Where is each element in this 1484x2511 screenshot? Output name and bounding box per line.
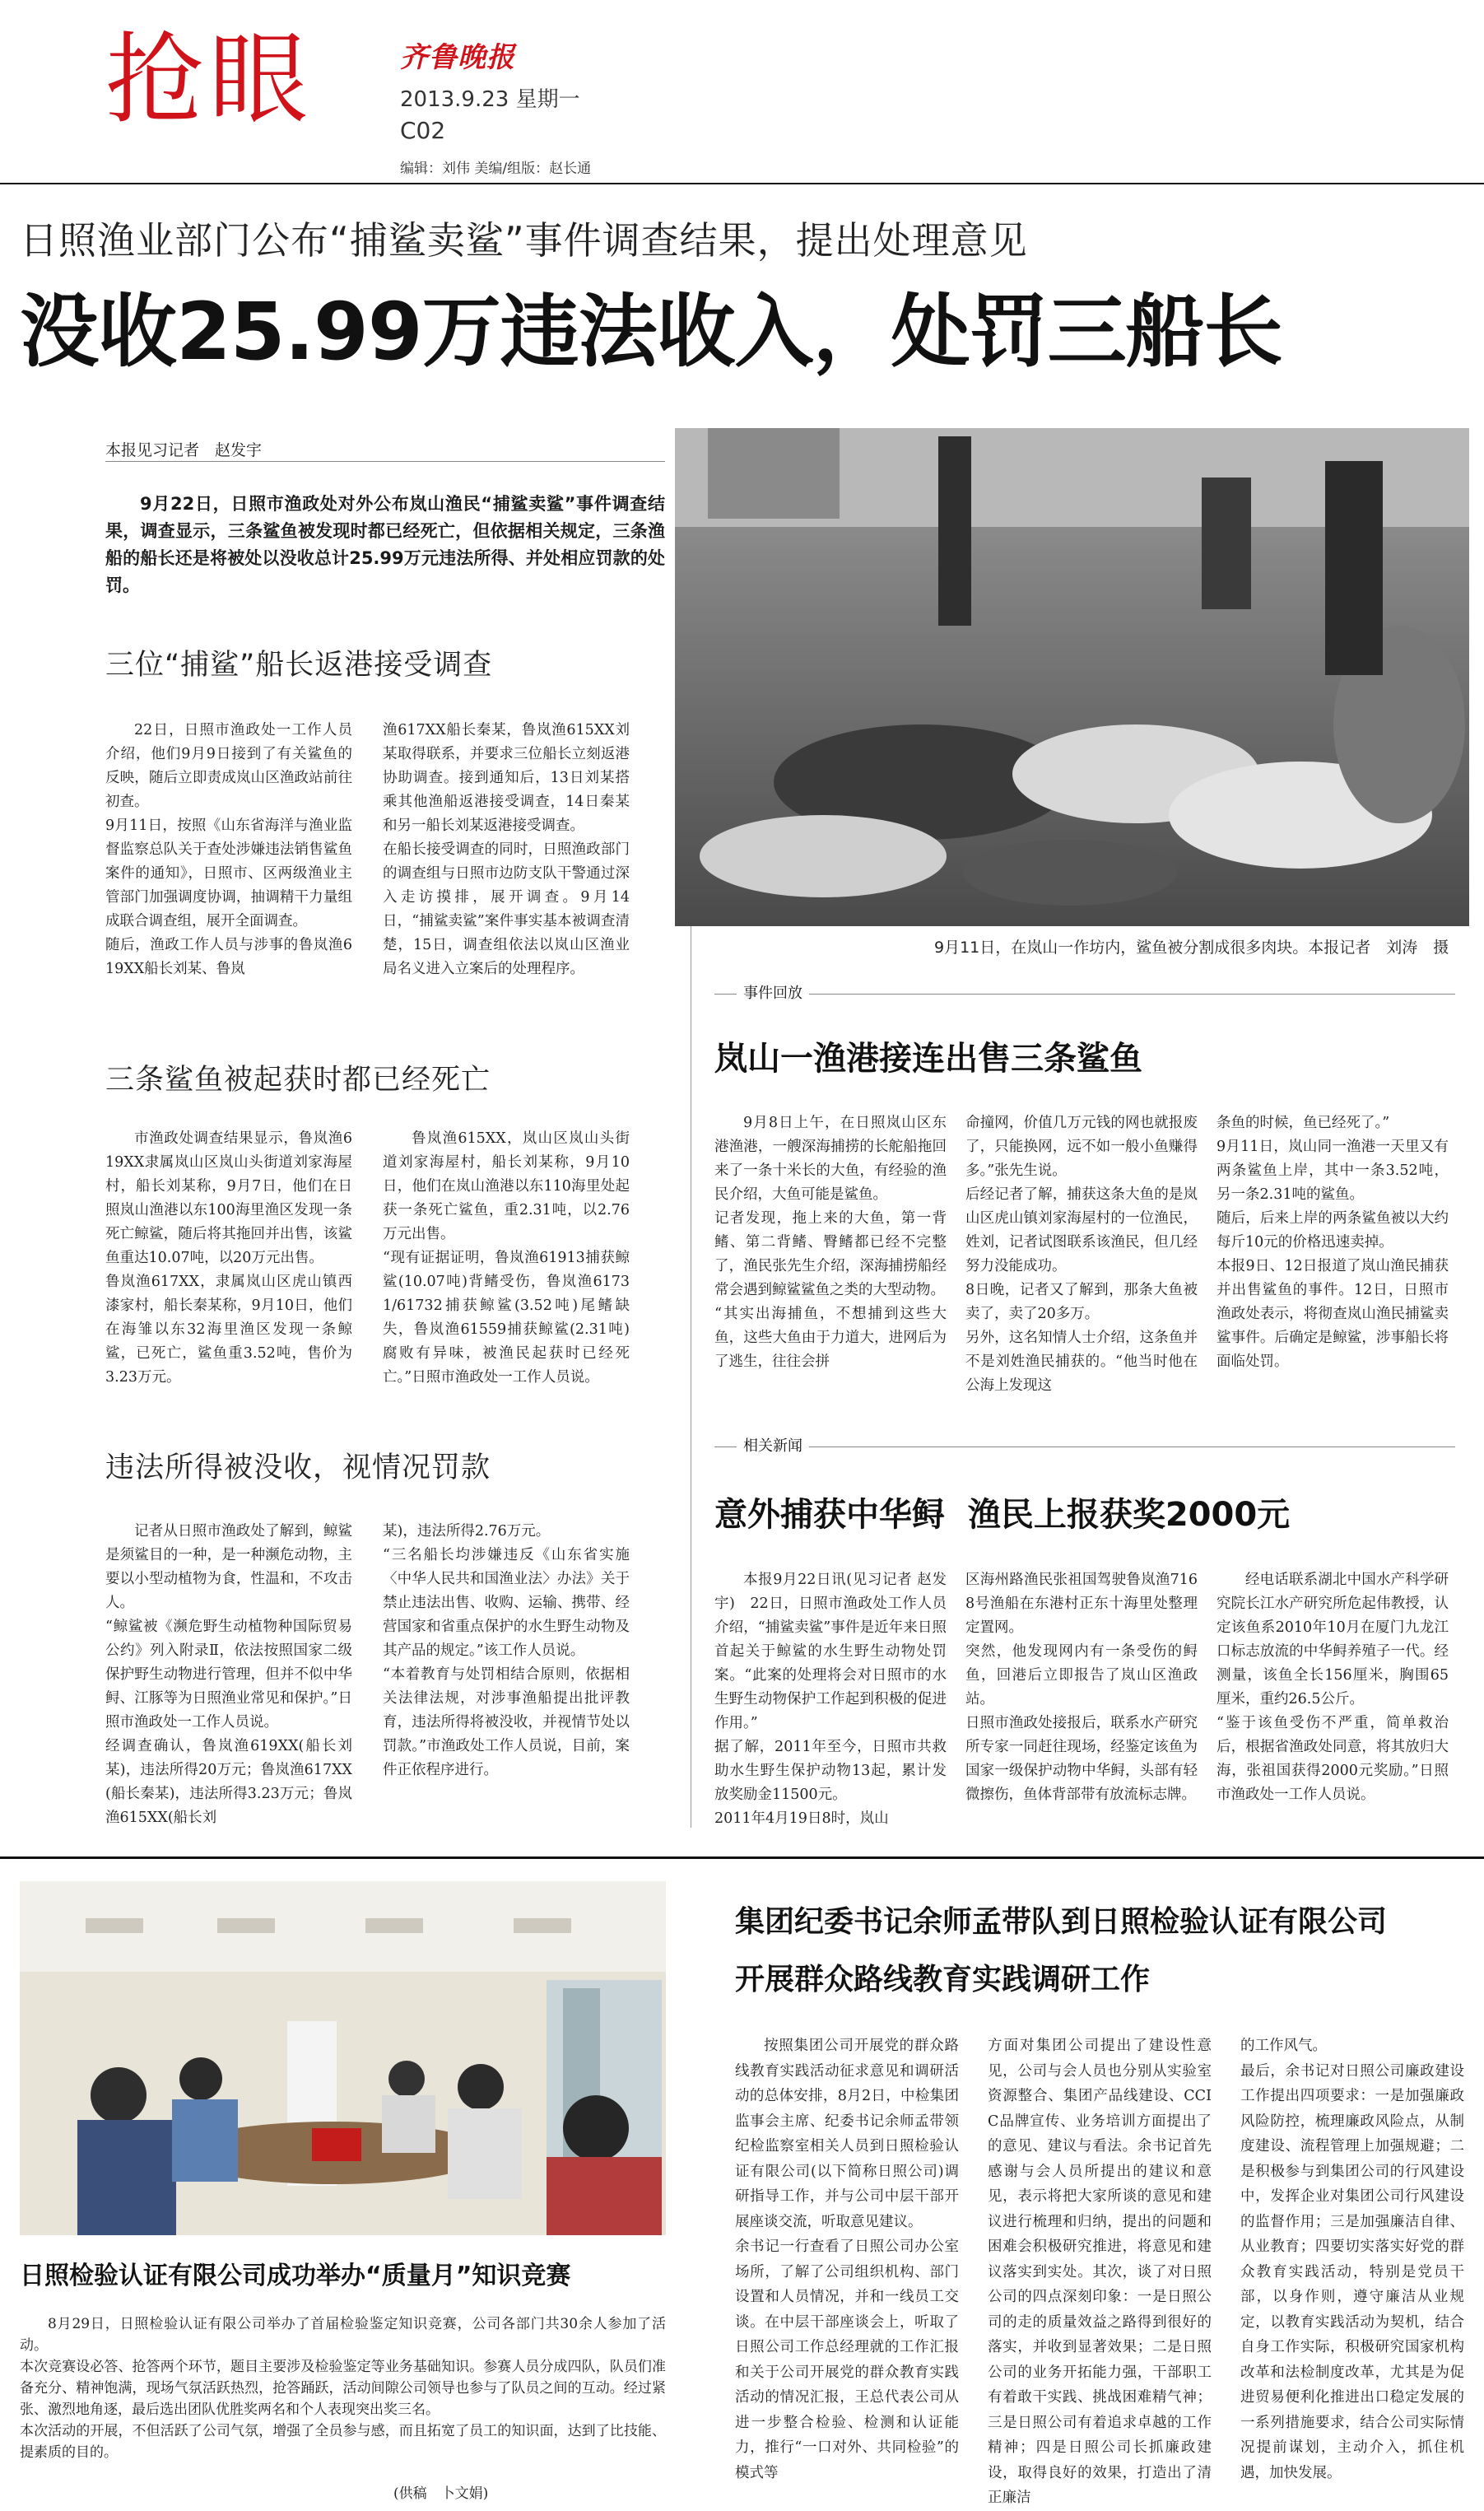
related-col2: 区海州路渔民张祖国驾驶鲁岚渔7168号渔船在东港村正东十海里处整理定置网。 突然，他发现网内有一条受伤的鲟鱼，回港后立即报告了岚山区渔政站。 日照市渔政处接报后，联系水产研究所专家一同赶往现场，经鉴定该鱼为国家一级保护动物中华鲟，头部有轻微擦伤，鱼体背部带有放流标志牌。 — [965, 1572, 1198, 1803]
page-number: C02 — [400, 117, 446, 144]
promo-headline-line2: 开展群众路线教育实践调研工作 — [735, 1963, 1151, 1996]
masthead-divider — [0, 183, 1484, 184]
feature-col2: 命撞网，价值几万元钱的网也就报废了，只能换网，远不如一般小鱼赚得多。”张先生说。 后经记者了解，捕获这条大鱼的是岚山区虎山镇刘家海屋村的一位渔民，姓刘，记者试图联系该渔民，但几经努力没能成功。 8日晚，记者又了解到，那条大鱼被卖了，卖了20多万。 另外，这名知情人士介绍，这条鱼并不是刘姓渔民捕获的。“他当时他在公海上发现这 — [965, 1115, 1198, 1394]
lead-s2-col2: 鲁岚渔615XX，岚山区岚山头街道刘家海屋村，船长刘某称，9月10日，他们在岚山渔港以东110海里处起获一条死亡鲨鱼，重2.31吨，以2.76万元出售。 “现有证据证明，鲁岚渔61913捕获鲸鲨(10.07吨)背鳍受伤，鲁岚渔61731/61732捕获鲸鲨(3.52吨)尾鳍缺失，鲁岚渔61559捕获鲸鲨(2.31吨)腐败有异味，被渔民起获时已经死亡。”日照市渔政处一工作人员说。 — [383, 1130, 630, 1386]
lead-s3-col2: 某)，违法所得2.76万元。 “三名船长均涉嫌违反《山东省实施〈中华人民共和国渔业法〉办法》关于禁止违法出售、收购、运输、携带、经营国家和省重点保护的水生野生动物及其产品的规定。”该工作人员说。 “本着教育与处罚相结合原则，依据相关法律法规，对涉事渔船提出批评教育，违法所得将被没收，并视情节处以罚款。”市渔政处工作人员说，目前，案件正依程序进行。 — [383, 1523, 630, 1778]
meeting-photo — [20, 1881, 666, 2235]
issue-date: 2013.9.23 星期一 — [400, 87, 580, 112]
related-col1: 本报9月22日讯(见习记者 赵发宇) 22日，日照市渔政处工作人员介绍，“捕鲨卖鲨”事件是近年来日照首起关于鲸鲨的水生野生动物处罚案。“此案的处理将会对日照市的水生野生动物保护工作起到积极的促进作用。” 据了解，2011年至今，日照市共救助水生野生保护动物13起，累计发放奖励金11500元。 2011年4月19日8时，岚山 — [714, 1572, 947, 1827]
feature-tag-rule — [714, 994, 1455, 995]
lead-s1-col1: 22日，日照市渔政处一工作人员介绍，他们9月9日接到了有关鲨鱼的反映，随后立即责成岚山区渔政站前往初查。 9月11日，按照《山东省海洋与渔业监督监察总队关于查处涉嫌违法销售鲨鱼案件的通知》，日照市、区两级渔业主管部门加强调度协调，抽调精干力量组成联合调查组，展开全面调查。 随后，渔政工作人员与涉事的鲁岚渔619XX船长刘某、鲁岚 — [105, 722, 352, 977]
promo-col3: 的工作风气。 最后，余书记对日照公司廉政建设工作提出四项要求：一是加强廉政风险防控，梳理廉政风险点，从制度建设、流程管理上加强规避；二是积极参与到集团公司的行风建设中，发挥企业对集团公司行风建设的监督作用；三是加强廉洁自律、从业教育；四要切实落实好党的群众教育实践活动，特别是党员干部，以身作则，遵守廉洁从业规定，以教育实践活动为契机，结合自身工作实际，积极研究国家机构改革和法检制度改革，尤其是为促进贸易便利化推进出口稳定发展的一系列措施要求，结合公司实际情况提前谋划，主动介入，抓住机遇，加快发展。 — [1240, 2038, 1464, 2481]
section-heading-3: 违法所得被没收，视情况罚款 — [105, 1451, 491, 1484]
byline-rule — [105, 461, 665, 462]
promo-photo-caption: 日照检验认证有限公司成功举办“质量月”知识竞赛 — [20, 2262, 571, 2290]
shark-photo-caption: 9月11日，在岚山一作坊内，鲨鱼被分割成很多肉块。本报记者 刘涛 摄 — [934, 939, 1449, 957]
related-tag: 相关新闻 — [737, 1434, 809, 1456]
lead-intro: 9月22日，日照市渔政处对外公布岚山渔民“捕鲨卖鲨”事件调查结果，调查显示，三条鲨鱼被发现时都已经死亡，但依据相关规定，三条渔船的船长还是将被处以没收总计25.99万元违法所得、并处相应罚款的处罚。 — [105, 494, 665, 595]
lead-byline: 本报见习记者 赵发宇 — [105, 441, 263, 459]
lead-s1-col2: 渔617XX船长秦某，鲁岚渔615XX刘某取得联系，并要求三位船长立刻返港协助调查。接到通知后，13日刘某搭乘其他渔船返港接受调查，14日秦某和另一船长刘某返港接受调查。 在船长接受调查的同时，日照渔政部门的调查组与日照市边防支队干警通过深入走访摸排，展开调查。9月14日，“捕鲨卖鲨”案件事实基本被调查清楚，15日，调查组依法以岚山区渔业局名义进入立案后的处理程序。 — [383, 722, 630, 977]
lead-s3-col1: 记者从日照市渔政处了解到，鲸鲨是须鲨目的一种，是一种濒危动物，主要以小型动植物为食，性温和，不攻击人。 “鲸鲨被《濒危野生动植物种国际贸易公约》列入附录Ⅱ，依法按照国家二级保护野生动物进行管理，但并不似中华鲟、江豚等为日照渔业常见和保护。”日照市渔政处一工作人员说。 经调查确认，鲁岚渔619XX(船长刘某)，违法所得20万元；鲁岚渔617XX(船长秦某)，违法所得3.23万元；鲁岚渔615XX(船长刘 — [105, 1523, 352, 1826]
promo-text: 8月29日，日照检验认证有限公司举办了首届检验鉴定知识竞赛，公司各部门共30余人参加了活动。 本次竞赛设必答、抢答两个环节，题目主要涉及检验鉴定等业务基础知识。参赛人员分成四队，队员们准备充分、精神饱满，现场气氛活跃热烈，抢答踊跃，活动间隙公司领导也参与了队员之间的互动。经过紧张、激烈地角逐，最后选出团队优胜奖两名和个人表现突出奖三名。 本次活动的开展，不但活跃了公司气氛，增强了全员参与感，而且拓宽了员工的知识面，达到了比技能、提素质的目的。 — [20, 2316, 666, 2461]
promo-divider — [0, 1856, 1484, 1859]
lead-kicker: 日照渔业部门公布“捕鲨卖鲨”事件调查结果，提出处理意见 — [20, 218, 1028, 263]
promo-col1: 按照集团公司开展党的群众路线教育实践活动征求意见和调研活动的总体安排，8月2日，中检集团监事会主席、纪委书记余师孟带领纪检监察室相关人员到日照检验认证有限公司(以下简称日照公司)调研指导工作，并与公司中层干部开展座谈交流，听取意见建议。 余书记一行查看了日照公司办公室场所，了解了公司组织机构、部门设置和人员情况，并和一线员工交谈。在中层干部座谈会上，听取了日照公司工作总经理就的工作汇报和关于公司开展党的群众教育实践活动的情况汇报，王总代表公司从进一步整合检验、检测和认证能力，推行“一口对外、共同检验”的模式等 — [735, 2038, 959, 2481]
shark-photo-scene — [675, 428, 1469, 926]
editor-credits: 编辑：刘伟 美编/组版：赵长通 — [400, 161, 592, 177]
promo-col2: 方面对集团公司提出了建设性意见，公司与会人员也分别从实验室资源整合、集团产品线建设、CCIC品牌宣传、业务培训方面提出了的意见、建议与看法。余书记首先感谢与会人员所提出的建议和意见，表示将把大家所谈的意见和建议进行梳理和归纳，提出的问题和困难会积极研究推进，将意见和建议落实到实处。其次，谈了对日照公司的四点深刻印象：一是日照公司的走的质量效益之路得到很好的落实，并收到显著效果；二是日照公司的业务开拓能力强，干部职工有着敢干实践、挑战困难精气神；三是日照公司有着追求卓越的工作精神；四是日照公司长抓廉政建设，取得良好的效果，打造出了清正廉洁 — [988, 2038, 1212, 2506]
section-title: 抢眼 — [105, 23, 313, 137]
feature-col3: 条鱼的时候，鱼已经死了。” 9月11日，岚山同一渔港一天里又有两条鲨鱼上岸，其中一条3.52吨，另一条2.31吨的鲨鱼。 随后，后来上岸的两条鲨鱼被以大约每斤10元的价格迅速卖掉。 本报9日、12日报道了岚山渔民捕获并出售鲨鱼的事件。12日，日照市渔政处表示，将彻查岚山渔民捕鲨卖鲨事件。后确定是鲸鲨，涉事船长将面临处罚。 — [1217, 1115, 1449, 1370]
lead-s2-col1: 市渔政处调查结果显示，鲁岚渔619XX隶属岚山区岚山头街道刘家海屋村，船长刘某称，9月7日，他们在日照岚山渔港以东100海里渔区发现一条死亡鲸鲨，随后将其拖回并出售，该鲨鱼重达10.07吨，以20万元出售。 鲁岚渔617XX，隶属岚山区虎山镇西漆家村，船长秦某称，9月10日，他们在海雏以东32海里渔区发现一条鲸鲨，已死亡，鲨鱼重3.52吨，售价为3.23万元。 — [105, 1130, 352, 1386]
section-heading-2: 三条鲨鱼被起获时都已经死亡 — [105, 1064, 491, 1097]
related-headline: 意外捕获中华鲟 渔民上报获奖2000元 — [714, 1496, 1291, 1534]
promo-headline-line1: 集团纪委书记余师孟带队到日照检验认证有限公司 — [735, 1905, 1388, 1939]
shark-photo — [675, 428, 1469, 926]
feature-tag: 事件回放 — [737, 981, 809, 1003]
feature-headline: 岚山一渔港接连出售三条鲨鱼 — [714, 1040, 1142, 1078]
related-col3: 经电话联系湖北中国水产科学研究院长江水产研究所危起伟教授，认定该鱼系2010年10月在厦门九龙江口标志放流的中华鲟养殖子一代。经测量，该鱼全长156厘米，胸围65厘米，重约26.5公斤。 “鉴于该鱼受伤不严重，简单救治后，根据省渔政处同意，将其放归大海，张祖国获得2000元奖励。”日照市渔政处一工作人员说。 — [1217, 1572, 1449, 1803]
promo-credit: (供稿 卜文娟) — [393, 2485, 489, 2502]
lead-headline: 没收25.99万违法收入，处罚三船长 — [20, 286, 1282, 378]
meeting-photo-scene — [20, 1881, 666, 2235]
feature-col1: 9月8日上午，在日照岚山区东港渔港，一艘深海捕捞的长舵船拖回来了一条十米长的大鱼，有经验的渔民介绍，大鱼可能是鲨鱼。 记者发现，拖上来的大鱼，第一背鳍、第二背鳍、臀鳍都已经不完整了，渔民张先生介绍，深海捕捞船经常会遇到鲸鲨鲨鱼之类的大型动物。 “其实出海捕鱼，不想捕到这些大鱼，这些大鱼由于力道大，进网后为了逃生，往往会拼 — [714, 1115, 947, 1370]
newspaper-logo: 齐鲁晚报 — [400, 41, 515, 74]
section-heading-1: 三位“捕鲨”船长返港接受调查 — [105, 649, 493, 682]
